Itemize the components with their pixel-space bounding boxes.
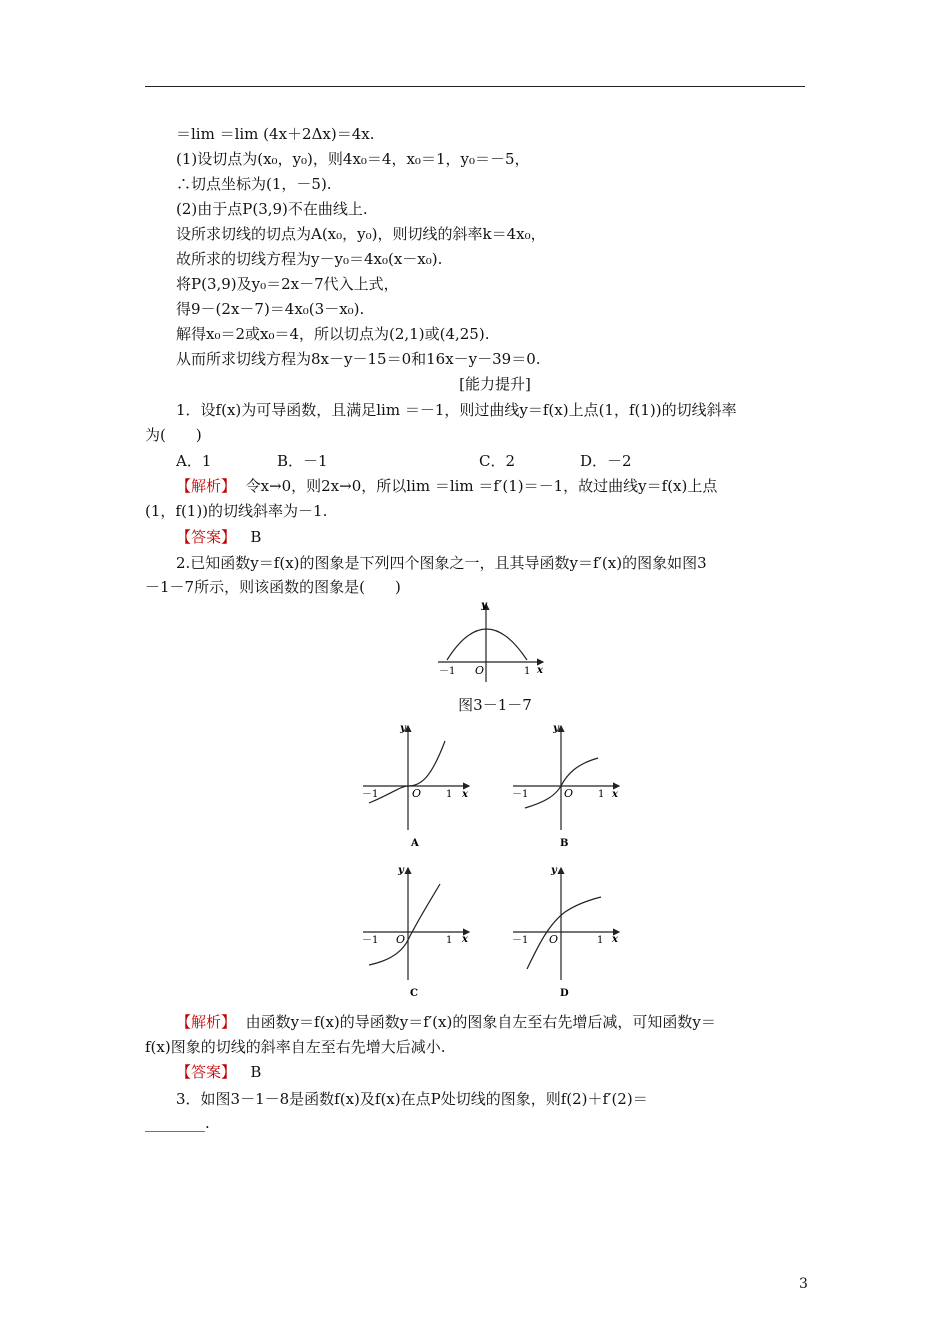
origin-label: O: [549, 933, 559, 946]
axis-y-label: y: [398, 865, 404, 876]
analysis-tag: 【解析】: [176, 477, 237, 495]
q1-option-d: D．－2: [580, 452, 632, 470]
origin-label: O: [396, 933, 406, 946]
axis-y-label: y: [481, 600, 487, 611]
axis-x-label: x: [462, 789, 468, 800]
q2-answer: [176, 1062, 261, 1082]
axis-x-label: x: [537, 665, 543, 676]
tick-label: －1: [512, 789, 529, 800]
part2-line: 得9－(2x－7)＝4x₀(3－x₀).: [176, 300, 365, 318]
part2-line: (2)由于点P(3,9)不在曲线上.: [176, 200, 368, 218]
q2-answer-value: B: [250, 1063, 262, 1081]
curve: [527, 897, 604, 969]
tick-label: 1: [597, 935, 604, 946]
q2-analysis-text: 由函数y＝f(x)的导函数y＝f′(x)的图象自左至右先增后减，可知函数y＝: [245, 1013, 716, 1031]
part2-line: 设所求切线的切点为A(x₀，y₀)，则切线的斜率k＝4x₀，: [176, 225, 546, 243]
q1-option-c: C．2: [479, 452, 516, 470]
option-label: B: [560, 838, 569, 848]
tick-label: 1: [524, 666, 531, 677]
q1-option-a: A．1: [176, 452, 212, 470]
option-label: D: [560, 988, 569, 999]
option-graph-b: [505, 718, 625, 848]
q3-blank: ________.: [145, 1114, 210, 1132]
part1-line: (1)设切点为(x₀，y₀)，则4x₀＝4，x₀＝1，y₀＝－5，: [176, 150, 530, 168]
option-graph-c: [355, 862, 475, 1002]
option-graph-d: [505, 862, 625, 1002]
page-number: 3: [799, 1276, 808, 1292]
section-title: [能力提升]: [459, 375, 531, 393]
part1-result: ∴切点坐标为(1，－5).: [176, 175, 332, 193]
option-label: A: [411, 838, 419, 848]
answer-tag: 【答案】: [176, 528, 237, 546]
axis-y-label: y: [551, 865, 557, 876]
curve: [369, 884, 440, 965]
option-label: C: [410, 988, 418, 999]
q1-answer-value: B: [250, 528, 262, 546]
tick-label: 1: [598, 789, 605, 800]
q3-stem: 3．如图3－1－8是函数f(x)及f(x)在点P处切线的图象，则f(2)＋f′(2)＝: [176, 1090, 648, 1108]
derivation-line: ＝lim ＝lim (4x＋2Δx)＝4x.: [176, 125, 375, 143]
axis-x-label: x: [462, 934, 468, 945]
header-rule: [145, 86, 805, 87]
axis-y-label: y: [553, 723, 559, 734]
origin-label: O: [564, 787, 574, 800]
origin-label: O: [475, 664, 485, 677]
q1-option-b: B．－1: [277, 452, 328, 470]
q1-stem: 为( ): [145, 426, 202, 444]
part2-line: 故所求的切线方程为y－y₀＝4x₀(x－x₀).: [176, 250, 443, 268]
answer-tag: 【答案】: [176, 1063, 237, 1081]
origin-label: O: [412, 787, 422, 800]
q2-analysis: f(x)图象的切线的斜率自左至右先增大后减小.: [145, 1038, 446, 1056]
parabola-curve: [447, 629, 527, 660]
tick-label: －1: [439, 666, 456, 677]
q2-stem: －1－7所示，则该函数的图象是( ): [145, 578, 401, 596]
option-graph-a: [355, 718, 475, 848]
analysis-tag: 【解析】: [176, 1013, 237, 1031]
tick-label: －1: [512, 935, 529, 946]
q1-analysis-text: 令x→0，则2x→0，所以lim ＝lim ＝f′(1)＝－1，故过曲线y＝f(x)上点: [245, 477, 718, 495]
tick-label: －1: [362, 789, 379, 800]
q1-stem: 1．设f(x)为可导函数，且满足lim ＝－1，则过曲线y＝f(x)上点(1，f(1))的切线斜率: [176, 401, 737, 419]
q1-answer: [176, 527, 261, 547]
curve: [369, 741, 445, 803]
tick-label: 1: [446, 789, 453, 800]
axis-x-label: x: [612, 789, 618, 800]
part2-result: 从而所求切线方程为8x－y－15＝0和16x－y－39＝0.: [176, 350, 541, 368]
derivative-figure: [430, 598, 550, 686]
q2-analysis: [176, 1012, 716, 1032]
axis-x-label: x: [612, 934, 618, 945]
figure-caption: 图3－1－7: [458, 696, 532, 714]
part2-line: 解得x₀＝2或x₀＝4，所以切点为(2,1)或(4,25).: [176, 325, 490, 343]
tick-label: 1: [446, 935, 453, 946]
q1-analysis: [176, 476, 717, 496]
q2-stem: 2.已知函数y＝f(x)的图象是下列四个图象之一，且其导函数y＝f′(x)的图象如图3: [176, 554, 707, 572]
q1-analysis: (1，f(1))的切线斜率为－1.: [145, 502, 328, 520]
axis-y-label: y: [400, 723, 406, 734]
part2-line: 将P(3,9)及y₀＝2x－7代入上式，: [176, 275, 399, 293]
tick-label: －1: [362, 935, 379, 946]
